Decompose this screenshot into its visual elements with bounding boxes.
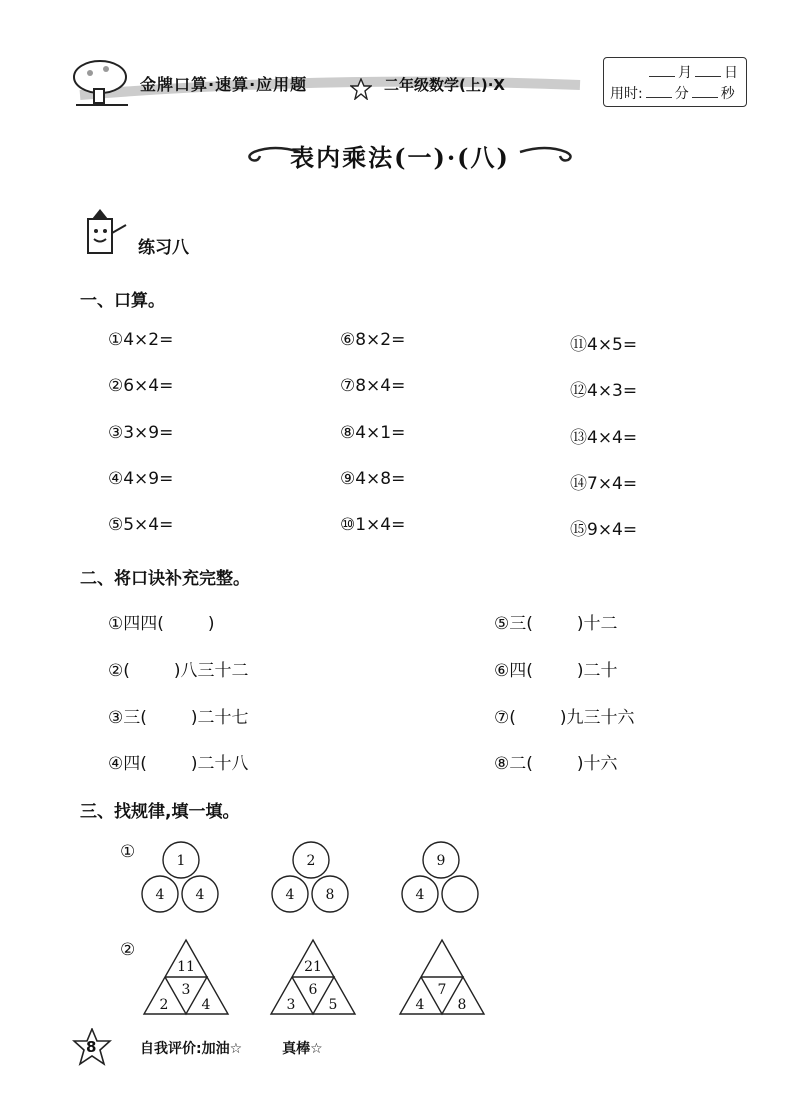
- circle-left-number: 4: [285, 887, 295, 903]
- month-label: 月: [678, 65, 692, 81]
- brand-title: 金牌口算·速算·应用题: [140, 75, 308, 94]
- verse-item: ①四四( ): [108, 614, 215, 634]
- problem-item: ⑥8×2=: [340, 330, 406, 350]
- star-icon: [350, 78, 372, 100]
- triangle-right-number: 4: [201, 997, 211, 1013]
- problem-item: ⑬4×4=: [570, 428, 638, 448]
- triangle-left-number: 4: [415, 997, 425, 1013]
- triangle-top-number: 21: [304, 959, 322, 975]
- triangle-center-number: 7: [437, 982, 447, 998]
- ornament-right-icon: [518, 140, 576, 164]
- problem-item: ⑩1×4=: [340, 515, 406, 535]
- problem-item: ⑦8×4=: [340, 376, 406, 396]
- circle-top-number: 1: [176, 853, 186, 869]
- pencil-mascot-icon: [78, 207, 134, 257]
- pattern2-label: ②: [120, 940, 136, 960]
- circle-top-number: 2: [306, 853, 316, 869]
- verse-item: ⑦( )九三十六: [494, 708, 635, 728]
- grade-label: 二年级数学(上)·X: [384, 76, 505, 94]
- verse-item: ⑤三( )十二: [494, 614, 618, 634]
- problem-item: ⑤5×4=: [108, 515, 174, 535]
- page-title: 表内乘法(一)·(八): [290, 143, 510, 172]
- time-label: 用时:: [610, 86, 643, 102]
- problem-item: ①4×2=: [108, 330, 174, 350]
- triangle-center-number: 3: [181, 982, 191, 998]
- problem-item: ⑪4×5=: [570, 335, 638, 355]
- section2-heading: 二、将口诀补充完整。: [80, 569, 250, 589]
- section3-heading: 三、找规律,填一填。: [80, 802, 240, 822]
- problem-item: ⑫4×3=: [570, 381, 638, 401]
- verse-item: ④四( )二十八: [108, 754, 249, 774]
- triangle-right-number: 5: [328, 997, 338, 1013]
- triangle-group: [398, 938, 486, 1016]
- section1-heading: 一、口算。: [80, 291, 165, 311]
- second-label: 秒: [720, 86, 735, 102]
- verse-item: ⑥四( )二十: [494, 661, 618, 681]
- circle-top-number: 9: [436, 853, 446, 869]
- triangle-top-number: 11: [177, 959, 195, 975]
- problem-item: ⑭7×4=: [570, 474, 638, 494]
- day-label: 日: [724, 65, 738, 81]
- problem-item: ⑨4×8=: [340, 469, 406, 489]
- circle-right-number: 4: [195, 887, 205, 903]
- circle-group: [268, 840, 354, 916]
- pattern1-label: ①: [120, 842, 136, 862]
- problem-item: ⑮9×4=: [570, 520, 638, 540]
- triangle-group: [142, 938, 230, 1016]
- problem-item: ④4×9=: [108, 469, 174, 489]
- circle-left-number: 4: [415, 887, 425, 903]
- verse-item: ③三( )二十七: [108, 708, 249, 728]
- triangle-right-number: 8: [457, 997, 467, 1013]
- mushroom-icon: [70, 55, 132, 111]
- circle-right-number: 8: [325, 887, 335, 903]
- triangle-center-number: 6: [308, 982, 318, 998]
- problem-item: ⑧4×1=: [340, 423, 406, 443]
- circle-group: [138, 840, 224, 916]
- circle-left-number: 4: [155, 887, 165, 903]
- problem-item: ③3×9=: [108, 423, 174, 443]
- triangle-left-number: 2: [159, 997, 169, 1013]
- self-evaluation: 自我评价:加油☆ 真棒☆: [140, 1041, 323, 1057]
- verse-item: ⑧二( )十六: [494, 754, 618, 774]
- minute-label: 分: [674, 86, 689, 102]
- verse-item: ②( )八三十二: [108, 661, 249, 681]
- triangle-group: [269, 938, 357, 1016]
- time-record-box: [603, 57, 747, 107]
- triangle-left-number: 3: [286, 997, 296, 1013]
- page-number: 8: [86, 1038, 97, 1056]
- circle-group: [398, 840, 484, 916]
- problem-item: ②6×4=: [108, 376, 174, 396]
- exercise-label: 练习八: [138, 238, 189, 258]
